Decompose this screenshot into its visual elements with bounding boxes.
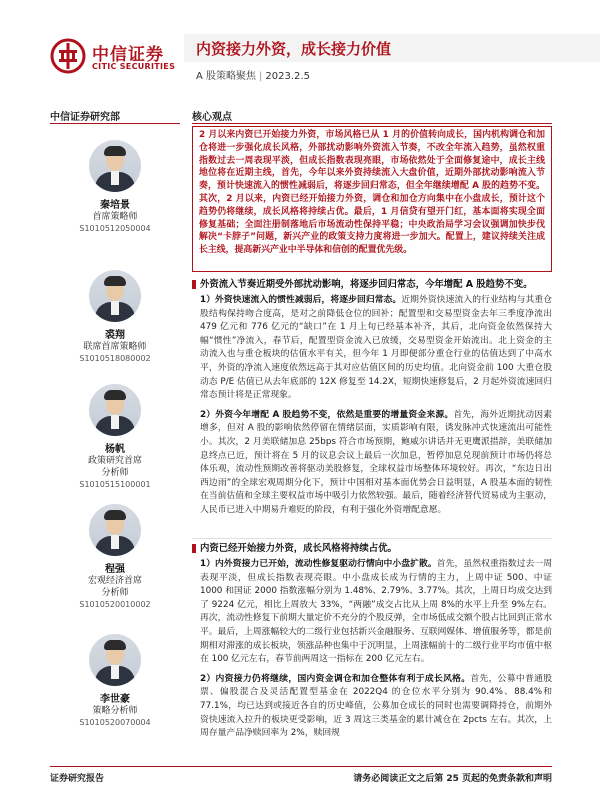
section-paragraph xyxy=(192,673,552,741)
research-dept-heading: 中信证券研究部 xyxy=(50,112,120,123)
section-paragraph xyxy=(192,294,552,403)
analyst-license-id: S1010515100001 xyxy=(79,480,151,489)
footer-rule xyxy=(50,766,552,767)
paragraph-lead: 2）内资接力仍将继续，国内资金调仓和加仓整体有利于成长风格。 xyxy=(200,673,471,684)
analyst-name: 秦培景 xyxy=(100,200,130,211)
left-heading-rule xyxy=(50,123,180,124)
analyst-license-id: S1010518080002 xyxy=(79,354,151,363)
paragraph-lead: 2）外资今年增配 A 股趋势不变，依然是重要的增量资金来源。 xyxy=(200,409,454,420)
analyst-role: 首席策略师 xyxy=(92,212,138,222)
analyst-name: 李世豪 xyxy=(100,694,130,705)
section-title: 内资已经开始接力外资，成长风格将持续占优。 xyxy=(192,542,552,555)
analyst-name: 程强 xyxy=(105,564,125,575)
analyst-photo xyxy=(89,140,141,192)
paragraph-lead: 1）内外资接力已开始，流动性修复驱动行情向中小盘扩散。 xyxy=(200,559,437,569)
section-paragraph xyxy=(192,409,552,518)
report-series: A 股策略聚焦 xyxy=(196,71,257,82)
analyst-card xyxy=(50,504,180,609)
analyst-role: 策略分析师 xyxy=(92,706,138,716)
report-title: 内资接力外资，成长接力价值 xyxy=(196,40,392,58)
analyst-role: 联席首席策略师 xyxy=(83,342,147,352)
footer-report-type: 证券研究报告 xyxy=(50,774,105,784)
analyst-role-line2: 分析师 xyxy=(101,468,129,478)
analyst-role: 政策研究首席 xyxy=(87,456,142,466)
analyst-role: 宏观经济首席 xyxy=(87,576,142,586)
analyst-photo xyxy=(89,504,141,556)
core-view-heading: 核心观点 xyxy=(192,112,232,123)
section-domestic-capital xyxy=(192,542,552,741)
footer-disclaimer: 请务必阅读正文之后第 25 页起的免责条款和声明 xyxy=(353,774,552,784)
analyst-name: 裘翔 xyxy=(105,330,125,341)
analyst-photo xyxy=(89,634,141,686)
section-divider xyxy=(192,538,552,539)
analyst-photo xyxy=(89,270,141,322)
section-title: 外资流入节奏近期受外部扰动影响，将逐步回归常态，今年增配 A 股趋势不变。 xyxy=(192,278,552,291)
section-paragraph xyxy=(192,558,552,667)
paragraph-body: 首先，海外近期扰动因素增多，但对 A 股的影响依然停留在情绪层面，实质影响有限，诱发脉冲式快速流出可能性小。其次，2 月美联储加息 25bps 符合市场预期，鲍威尔讲话并无更鹰派措辞，美联储加息终点已近，预计将在 5 月的议息会议上最后一次加息，暂停加息兑现前预计市场仍将总体乐观，流动性预期改善将驱动美股修复，全球权益市场整体环境较好。再次，“东边日出西边雨”的全球宏观周期分化下，预计中国相对基本面优势会日益明显，A 股基本面的韧性在当前估值和全球主要权益市场中吸引力依然较强。最后，随着经济替代贸易成为主驱动，人民币已进入中期易升难贬的阶段，有利于强化外资增配意愿。 xyxy=(200,409,552,515)
core-heading-rule xyxy=(192,123,552,124)
paragraph-lead: 1）外资快速流入的惯性减弱后，将逐步回归常态。 xyxy=(200,295,402,305)
analyst-license-id: S1010512050004 xyxy=(79,224,151,233)
logo-text-cn: 中信证券 xyxy=(92,45,164,65)
citic-logo-icon xyxy=(50,38,86,74)
paragraph-body: 近期外资快速流入的行业结构与其重仓股结构保持吻合度高，是对之前降低仓位的回补；配置型和交易型资金去年三季度净流出 479 亿元和 776 亿元的“缺口”在 1 月上旬已经基本补齐，其后，北向资金依然保持大幅“惯性”净流入，春节后，配置型资金流入已放缓，交易型资金开始流出。北上资金的主动流入也与重仓板块的估值水平有关，但今年 1 月即便部分重仓行业的估值达到了中高水平，外资的净流入速度依然远高于其对应估值区间的历史均值。北向资金前 100 大重仓股动态 P/E 估值已从去年底部的 12X 修复至 14.2X，短期快速修复后，2 月起外资流速回归常态预计将是正常现象。 xyxy=(200,295,552,401)
paragraph-body: 首先，公募中普通股票、偏股混合及灵活配置型基金在 2022Q4 的仓位水平分别为 90.4%、88.4%和 77.1%，均已达到或接近各自的历史峰值，公募加仓成长的同时也需要调降持仓，前期外资快速流入拉升的板块更受影响，近 3 周这三类基金的累计减仓在 2pcts 左右。其次，上周存量产品净赎回率为 2%，赎回规 xyxy=(200,673,552,739)
paragraph-body: 首先，虽然权重指数过去一周表现平淡，但成长指数表现亮眼。中小盘成长成为行情的主力，上周中证 500、中证 1000 和国证 2000 指数涨幅分别为 1.48%、2.79%、3.77%。其次，上周日均成交达到了 9224 亿元，相比上周放大 33%，“两融”成交占比从上周 8%的水平上升至 9%左右。再次，流动性修复下前期大量定价不充分的个股反弹，全市场低成交额个股占比回到正常水平。最后，上周涨幅较大的二级行业包括新兴金融服务、互联网媒体、增值服务等，都是前期相对滞涨的成长板块，领涨品种也集中于沉明显，上周涨幅前十的二级行业平均市值中枢在 100 亿元左右，春节前两周这一指标在 200 亿元左右。 xyxy=(200,559,552,665)
analyst-card xyxy=(50,140,180,233)
report-header xyxy=(0,0,600,96)
analyst-role-line2: 分析师 xyxy=(101,588,129,598)
analyst-card xyxy=(50,634,180,727)
analyst-card xyxy=(50,384,180,489)
report-subtitle xyxy=(196,67,310,82)
analyst-photo xyxy=(89,384,141,436)
analyst-card xyxy=(50,270,180,363)
report-date: 2023.2.5 xyxy=(265,71,310,82)
section-foreign-capital xyxy=(192,278,552,518)
logo-text-en: CITIC SECURITIES xyxy=(92,62,176,71)
subtitle-separator: | xyxy=(259,71,263,82)
analyst-license-id: S1010520010002 xyxy=(79,600,151,609)
analyst-license-id: S1010520070004 xyxy=(79,718,151,727)
analyst-name: 杨帆 xyxy=(105,444,125,455)
core-summary-box: 2 月以来内资已开始接力外资，市场风格已从 1 月的价值转向成长，国内机构调仓和加仓将进一步强化成长风格，外部扰动影响外资流入节奏，不改全年流入趋势，虽然权重指数过去一周表现平淡，但成长指数表现亮眼，市场依然处于全面修复途中，成长主线地位将在近期主线，首先，今年以来外资持续流入大盘价值，近期外部扰动影响流入节奏，预计快速流入的惯性减弱后，将逐步回归常态，但全年继续增配 A 股的趋势不变。其次，2 月以来，内资已经开始接力外资，调仓和加仓方向集中在小盘成长，预计这个趋势仍将继续，成长风格将持续占优。最后，1 月信贷有望开门红，基本面将实现全面修复基础；全面注册制落地后市场流动性保持平稳；中央政治局学习会议强调加快步伐解决“卡脖子”问题，新兴产业的政策支持力度将进一步加大。配置上，建议持续关注成长主线，提高新兴产业中半导体和信创的配置优先级。 xyxy=(192,126,552,272)
